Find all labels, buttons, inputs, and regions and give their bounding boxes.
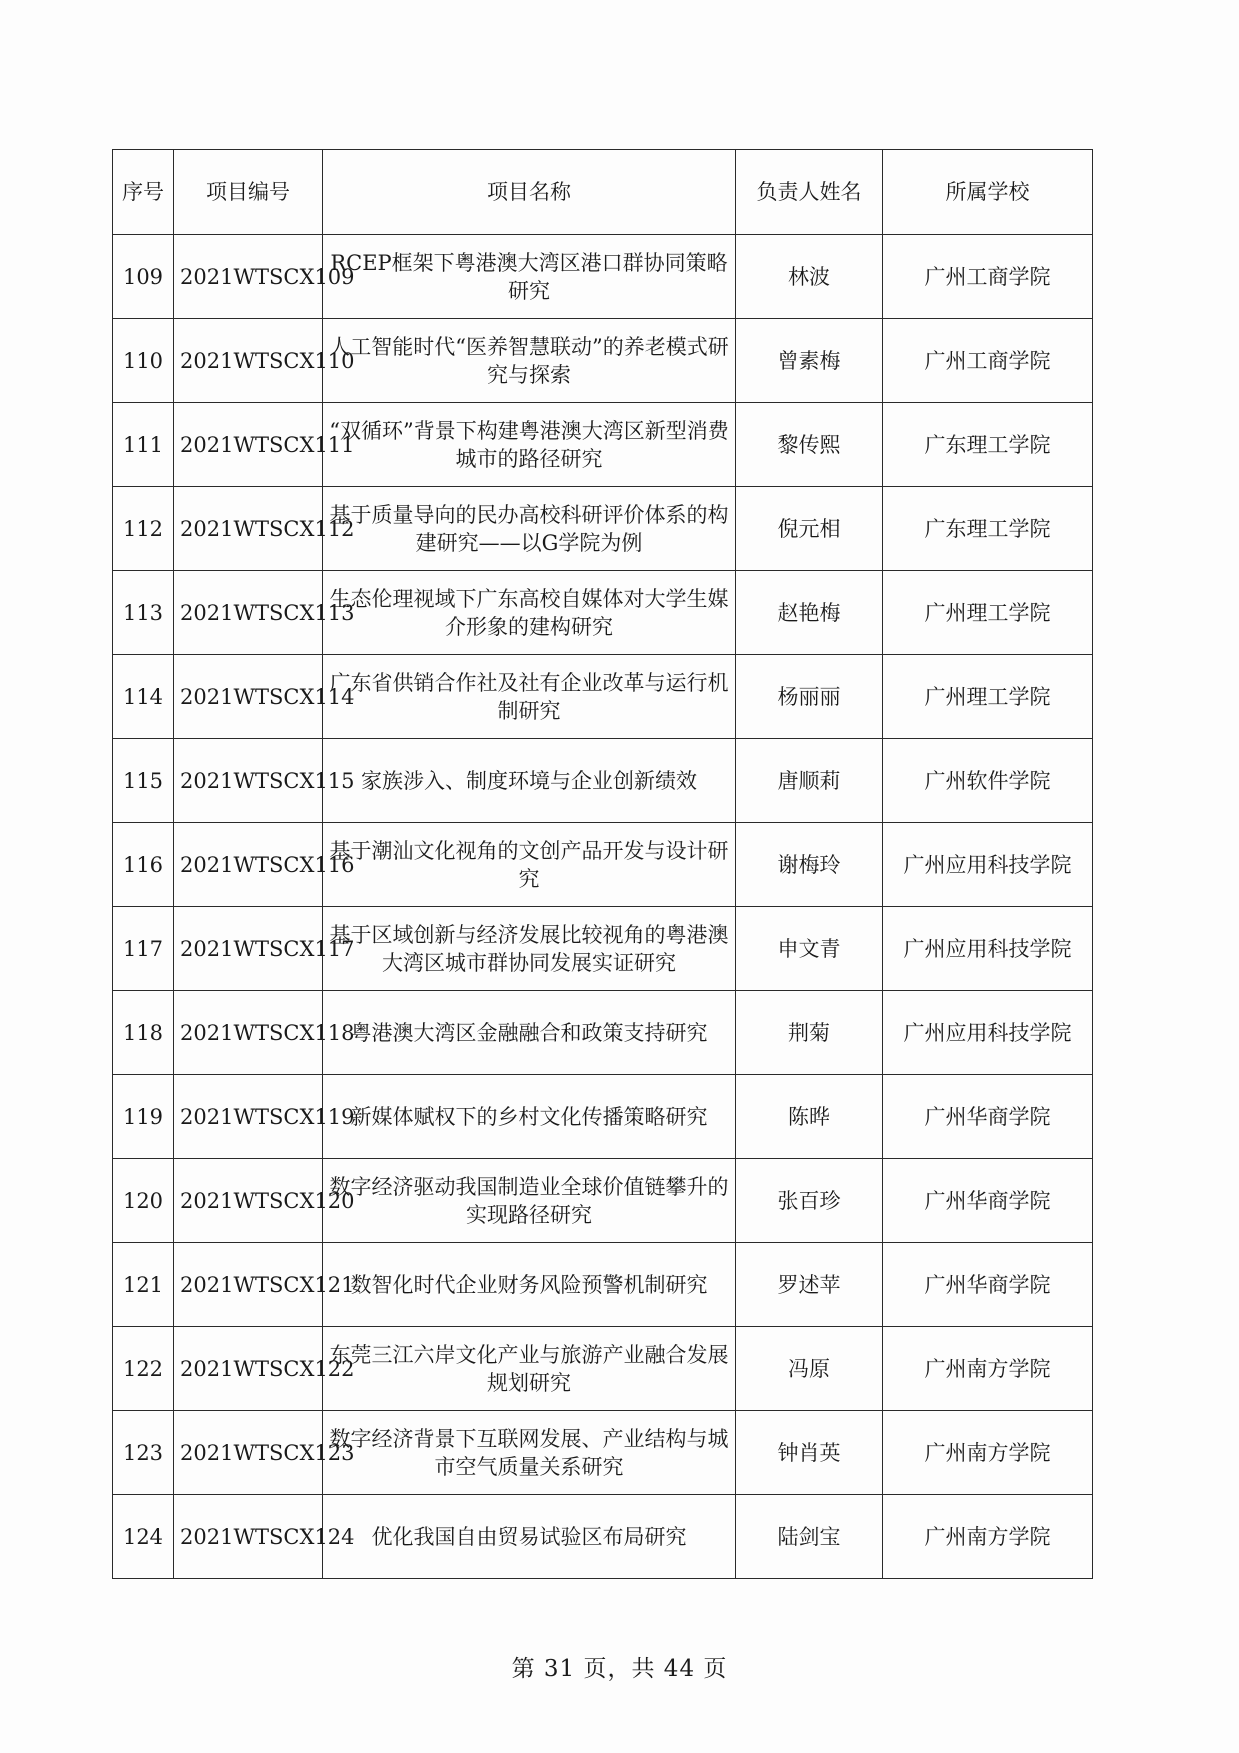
cell-seq: 121 bbox=[113, 1243, 174, 1327]
cell-lead: 荆菊 bbox=[736, 991, 883, 1075]
cell-code: 2021WTSCX111 bbox=[174, 403, 323, 487]
cell-project-name: 家族涉入、制度环境与企业创新绩效 bbox=[323, 739, 736, 823]
table-row bbox=[113, 1411, 1093, 1495]
cell-project-name: 数字经济驱动我国制造业全球价值链攀升的实现路径研究 bbox=[323, 1159, 736, 1243]
table-row bbox=[113, 991, 1093, 1075]
cell-seq: 123 bbox=[113, 1411, 174, 1495]
cell-school: 广州软件学院 bbox=[883, 739, 1093, 823]
cell-project-name: RCEP框架下粤港澳大湾区港口群协同策略研究 bbox=[323, 235, 736, 319]
cell-code: 2021WTSCX120 bbox=[174, 1159, 323, 1243]
cell-school: 广东理工学院 bbox=[883, 403, 1093, 487]
cell-school: 广州南方学院 bbox=[883, 1327, 1093, 1411]
cell-school: 广州南方学院 bbox=[883, 1495, 1093, 1579]
cell-code: 2021WTSCX114 bbox=[174, 655, 323, 739]
cell-school: 广州华商学院 bbox=[883, 1159, 1093, 1243]
cell-seq: 109 bbox=[113, 235, 174, 319]
cell-seq: 119 bbox=[113, 1075, 174, 1159]
header-lead: 负责人姓名 bbox=[736, 150, 883, 235]
cell-school: 广州南方学院 bbox=[883, 1411, 1093, 1495]
cell-code: 2021WTSCX112 bbox=[174, 487, 323, 571]
cell-project-name: 数字经济背景下互联网发展、产业结构与城市空气质量关系研究 bbox=[323, 1411, 736, 1495]
cell-school: 广东理工学院 bbox=[883, 487, 1093, 571]
header-code: 项目编号 bbox=[174, 150, 323, 235]
cell-school: 广州华商学院 bbox=[883, 1243, 1093, 1327]
table-row bbox=[113, 739, 1093, 823]
cell-project-name: 基于区域创新与经济发展比较视角的粤港澳大湾区城市群协同发展实证研究 bbox=[323, 907, 736, 991]
cell-lead: 赵艳梅 bbox=[736, 571, 883, 655]
table-row bbox=[113, 319, 1093, 403]
table-body bbox=[113, 235, 1093, 1579]
cell-project-name: 新媒体赋权下的乡村文化传播策略研究 bbox=[323, 1075, 736, 1159]
header-seq: 序号 bbox=[113, 150, 174, 235]
cell-project-name: 基于潮汕文化视角的文创产品开发与设计研究 bbox=[323, 823, 736, 907]
cell-lead: 杨丽丽 bbox=[736, 655, 883, 739]
cell-project-name: 优化我国自由贸易试验区布局研究 bbox=[323, 1495, 736, 1579]
table-row bbox=[113, 655, 1093, 739]
cell-lead: 曾素梅 bbox=[736, 319, 883, 403]
table-row bbox=[113, 1495, 1093, 1579]
cell-seq: 110 bbox=[113, 319, 174, 403]
cell-code: 2021WTSCX121 bbox=[174, 1243, 323, 1327]
cell-code: 2021WTSCX115 bbox=[174, 739, 323, 823]
cell-lead: 倪元相 bbox=[736, 487, 883, 571]
cell-seq: 120 bbox=[113, 1159, 174, 1243]
cell-school: 广州工商学院 bbox=[883, 319, 1093, 403]
table-row bbox=[113, 403, 1093, 487]
page-number: 第 31 页，共 44 页 bbox=[511, 1656, 728, 1682]
cell-project-name: 人工智能时代“医养智慧联动”的养老模式研究与探索 bbox=[323, 319, 736, 403]
header-name: 项目名称 bbox=[323, 150, 736, 235]
cell-seq: 117 bbox=[113, 907, 174, 991]
cell-code: 2021WTSCX119 bbox=[174, 1075, 323, 1159]
cell-seq: 124 bbox=[113, 1495, 174, 1579]
cell-code: 2021WTSCX122 bbox=[174, 1327, 323, 1411]
cell-lead: 陆剑宝 bbox=[736, 1495, 883, 1579]
cell-code: 2021WTSCX117 bbox=[174, 907, 323, 991]
cell-project-name: 数智化时代企业财务风险预警机制研究 bbox=[323, 1243, 736, 1327]
cell-school: 广州应用科技学院 bbox=[883, 823, 1093, 907]
cell-code: 2021WTSCX113 bbox=[174, 571, 323, 655]
cell-seq: 113 bbox=[113, 571, 174, 655]
table-row bbox=[113, 1243, 1093, 1327]
project-table bbox=[112, 149, 1093, 1579]
cell-lead: 冯原 bbox=[736, 1327, 883, 1411]
cell-lead: 张百珍 bbox=[736, 1159, 883, 1243]
cell-project-name: 东莞三江六岸文化产业与旅游产业融合发展规划研究 bbox=[323, 1327, 736, 1411]
table-row bbox=[113, 235, 1093, 319]
cell-lead: 谢梅玲 bbox=[736, 823, 883, 907]
cell-seq: 116 bbox=[113, 823, 174, 907]
cell-project-name: 广东省供销合作社及社有企业改革与运行机制研究 bbox=[323, 655, 736, 739]
cell-school: 广州工商学院 bbox=[883, 235, 1093, 319]
cell-lead: 林波 bbox=[736, 235, 883, 319]
cell-code: 2021WTSCX123 bbox=[174, 1411, 323, 1495]
cell-school: 广州理工学院 bbox=[883, 655, 1093, 739]
cell-project-name: 粤港澳大湾区金融融合和政策支持研究 bbox=[323, 991, 736, 1075]
cell-lead: 陈晔 bbox=[736, 1075, 883, 1159]
cell-school: 广州应用科技学院 bbox=[883, 907, 1093, 991]
cell-seq: 115 bbox=[113, 739, 174, 823]
cell-lead: 唐顺莉 bbox=[736, 739, 883, 823]
cell-lead: 申文青 bbox=[736, 907, 883, 991]
table-row bbox=[113, 571, 1093, 655]
cell-seq: 111 bbox=[113, 403, 174, 487]
table-row bbox=[113, 487, 1093, 571]
table-row bbox=[113, 1159, 1093, 1243]
cell-seq: 122 bbox=[113, 1327, 174, 1411]
cell-code: 2021WTSCX118 bbox=[174, 991, 323, 1075]
cell-code: 2021WTSCX110 bbox=[174, 319, 323, 403]
cell-code: 2021WTSCX116 bbox=[174, 823, 323, 907]
cell-school: 广州应用科技学院 bbox=[883, 991, 1093, 1075]
header-school: 所属学校 bbox=[883, 150, 1093, 235]
cell-school: 广州华商学院 bbox=[883, 1075, 1093, 1159]
cell-project-name: “双循环”背景下构建粤港澳大湾区新型消费城市的路径研究 bbox=[323, 403, 736, 487]
cell-seq: 114 bbox=[113, 655, 174, 739]
cell-seq: 112 bbox=[113, 487, 174, 571]
table-row bbox=[113, 907, 1093, 991]
table-row bbox=[113, 823, 1093, 907]
cell-project-name: 生态伦理视域下广东高校自媒体对大学生媒介形象的建构研究 bbox=[323, 571, 736, 655]
table-row bbox=[113, 1075, 1093, 1159]
table-row bbox=[113, 1327, 1093, 1411]
cell-code: 2021WTSCX124 bbox=[174, 1495, 323, 1579]
cell-school: 广州理工学院 bbox=[883, 571, 1093, 655]
cell-lead: 黎传熙 bbox=[736, 403, 883, 487]
cell-project-name: 基于质量导向的民办高校科研评价体系的构建研究——以G学院为例 bbox=[323, 487, 736, 571]
cell-lead: 钟肖英 bbox=[736, 1411, 883, 1495]
cell-lead: 罗述苹 bbox=[736, 1243, 883, 1327]
cell-code: 2021WTSCX109 bbox=[174, 235, 323, 319]
cell-seq: 118 bbox=[113, 991, 174, 1075]
table-header-row bbox=[113, 150, 1093, 235]
